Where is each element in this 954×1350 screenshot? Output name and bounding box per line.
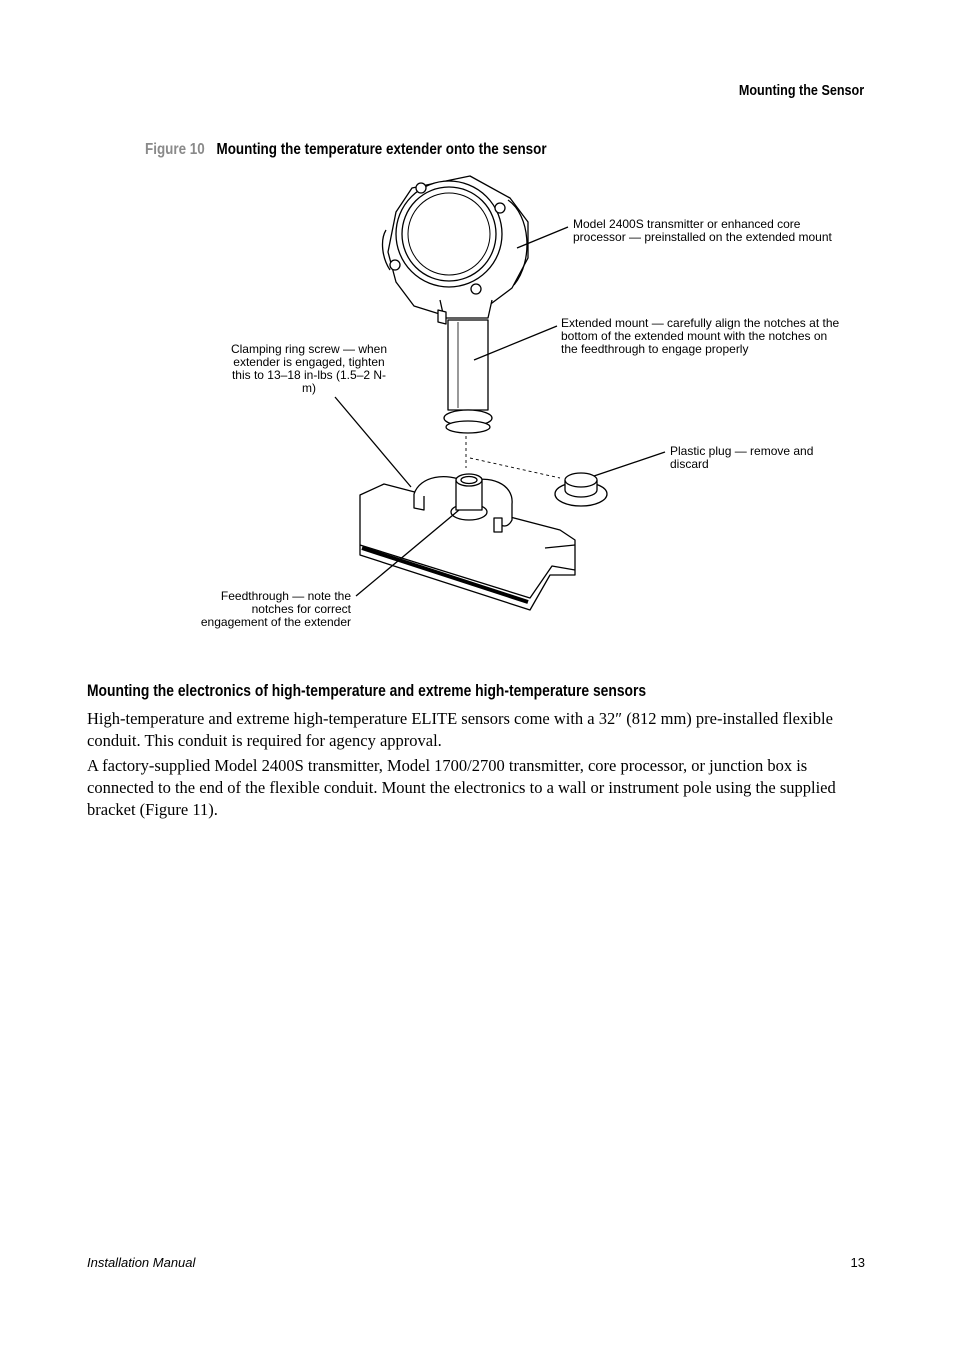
callout-clamping-ring: Clamping ring screw — when extender is engaged, tighten this to 13–18 in-lbs (1.5–2 N-m) (230, 342, 388, 395)
body-paragraph: High-temperature and extreme high-temperature ELITE sensors come with a 32″ (812 mm) pre-installed flexible conduit. This conduit is required for agency approval. (87, 709, 833, 750)
figure-title: Mounting the temperature extender onto the sensor (216, 141, 547, 158)
body-paragraph: A factory-supplied Model 2400S transmitter, Model 1700/2700 transmitter, core processor, or junction box is connected to the end of the flexible conduit. Mount the electronics to a wall or instrument pole using the supplied bracket (Figure 11). (87, 756, 836, 819)
plastic-plug (555, 473, 607, 506)
footer-page-number: 13 (850, 1255, 865, 1270)
callout-transmitter: Model 2400S transmitter or enhanced core processor — preinstalled on the extended mount (573, 217, 832, 244)
extended-mount-tube (444, 320, 492, 433)
running-header-text: Mounting the Sensor (738, 82, 864, 99)
callout-feedthrough: Feedthrough — note the notches for correct engagement of the extender (200, 589, 351, 629)
callout-extended-mount: Extended mount — carefully align the notches at the bottom of the extended mount with the notches on the feedthrough to engage properly (561, 316, 840, 356)
transmitter-housing (383, 176, 528, 324)
callout-plastic-plug: Plastic plug — remove and discard (670, 444, 814, 471)
section-heading: Mounting the electronics of high-temperature and extreme high-temperature sensors (87, 682, 647, 700)
footer-manual-title: Installation Manual (87, 1255, 196, 1270)
figure-number: Figure 10 (145, 141, 205, 158)
